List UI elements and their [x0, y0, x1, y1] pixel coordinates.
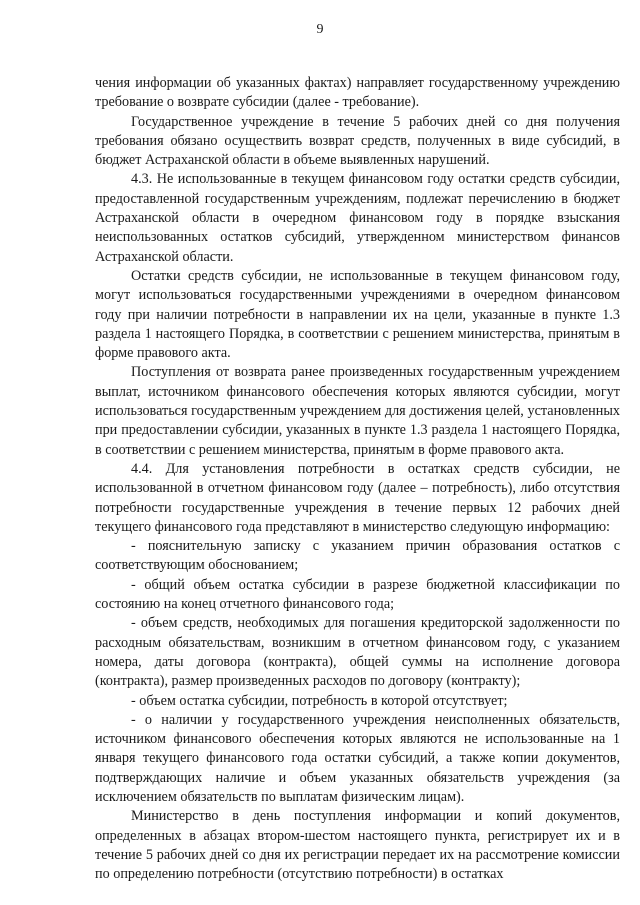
paragraph-4-3-unused-balances: 4.3. Не использованные в текущем финансовом году остатки средств субсидии, предоставленной государственным учреждениям, подлежат перечислению в бюджет Астраханской области в очередном финансовом году в порядке взыскания неиспользованных остатков субсидий, утвержденном министерством финансов Астраханской области. [95, 171, 620, 265]
paragraph-4-4-need-determination: 4.4. Для установления потребности в остатках средств субсидии, не использованной в отчетном финансовом году (далее – потребность), либо отсутствия потребности государственные учреждения в течение первых 12 рабочих дней текущего финансового года представляют в министерство следующую информацию: [95, 460, 620, 535]
paragraph-ministry-registration: Министерство в день поступления информации и копий документов, определенных в абзацах втором-шестом настоящего пункта, регистрирует их и в течение 5 рабочих дней со дня их регистрации передает их на рассмотрение комиссии по определению потребности (отсутствию потребности) в остатках [95, 808, 620, 883]
paragraph-continuation: чения информации об указанных фактах) направляет государственному учреждению требование о возврате субсидии (далее - требование). [95, 75, 620, 111]
list-item-explanatory-note: - пояснительную записку с указанием причин образования остатков с соответствующим обоснованием; [95, 538, 620, 574]
paragraph-returned-payments: Поступления от возврата ранее произведенных государственным учреждением выплат, источником финансового обеспечения которых являются субсидии, могут использоваться государственным учреждением для достижения целей, установленных при предоставлении субсидии, указанных в пункте 1.3 раздела 1 настоящего Порядка, в соответствии с решением министерства, принятым в форме правового акта. [95, 364, 620, 458]
document-body [95, 74, 620, 884]
list-item-unneeded-balance: - объем остатка субсидии, потребность в которой отсутствует; [131, 692, 508, 709]
page-number: 9 [316, 22, 324, 37]
list-item-total-balance: - общий объем остатка субсидии в разрезе бюджетной классификации по состоянию на конец отчетного финансового года; [95, 576, 620, 613]
paragraph-refund-deadline: Государственное учреждение в течение 5 рабочих дней со дня получения требования обязано осуществить возврат средств, полученных в виде субсидий, в бюджет Астраханской области в объеме выявленных нарушений. [95, 113, 620, 169]
paragraph-balances-next-year: Остатки средств субсидии, не использованные в текущем финансовом году, могут использоваться государственными учреждениями в очередном финансовом году при наличии потребности в направлении их на цели, указанные в пункте 1.3 раздела 1 настоящего Порядка, в соответствии с решением министерства, принятым в форме правового акта. [95, 267, 620, 362]
list-item-unfulfilled-obligations: - о наличии у государственного учреждения неисполненных обязательств, источником финансового обеспечения которых являются не использованные на 1 января текущего финансового года остатки субсидий, а также копии документов, подтверждающих наличие и объем указанных обязательств учреждения (за исключением обязательств по выплатам физическим лицам). [95, 711, 620, 805]
list-item-payables-amount: - объем средств, необходимых для погашения кредиторской задолженности по расходным обязательствам, возникшим в отчетном финансовом году, с указанием номера, даты договора (контракта), общей суммы на исполнение договора (контракта), размер произведенных расходов по договору (контракту); [95, 615, 620, 690]
